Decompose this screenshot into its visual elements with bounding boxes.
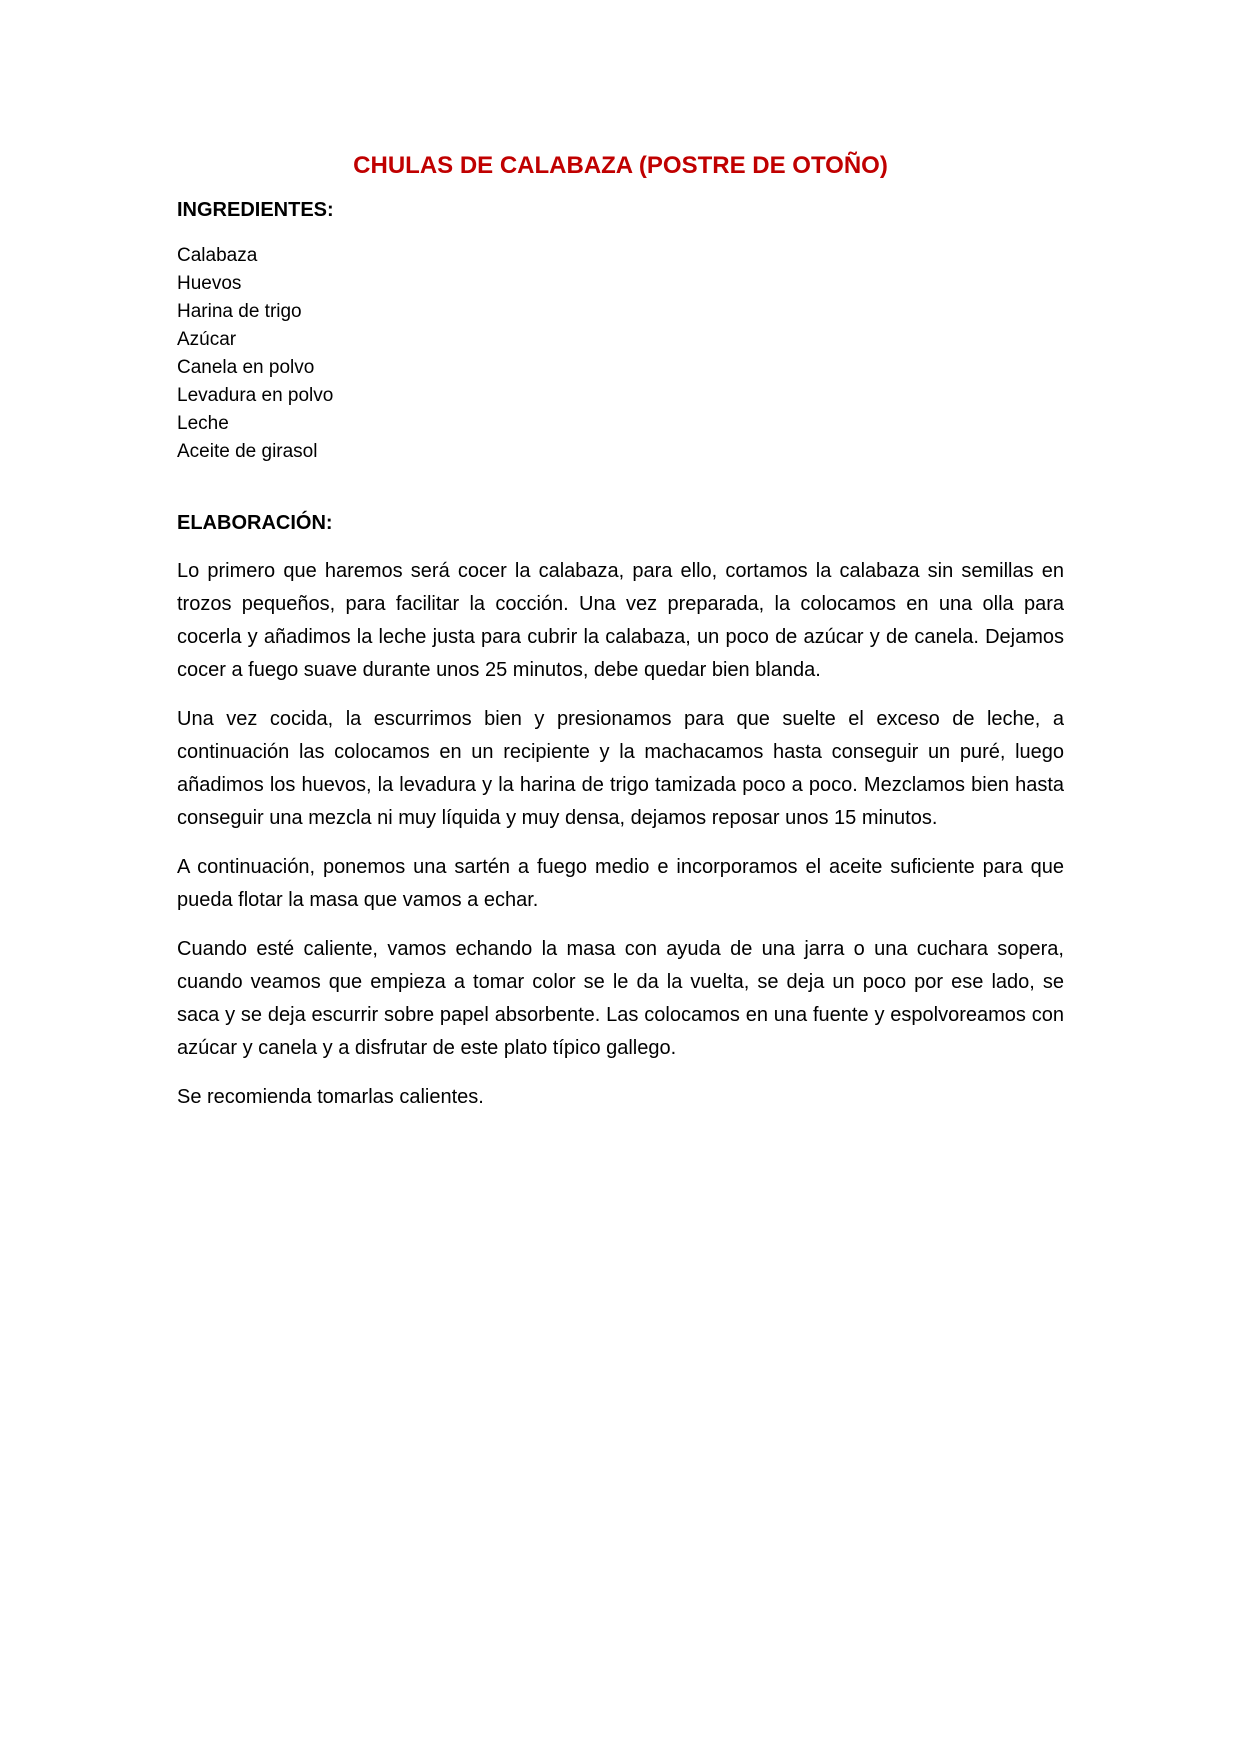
elaboration-heading: ELABORACIÓN:	[177, 512, 333, 534]
ingredient-item: Calabaza	[177, 245, 258, 266]
ingredient-item: Levadura en polvo	[177, 385, 334, 406]
elaboration-paragraph: Lo primero que haremos será cocer la calabaza, para ello, cortamos la calabaza sin semillas en trozos pequeños, para facilitar la cocción. Una vez preparada, la colocamos en una olla para cocerla y añadimos la leche justa para cubrir la calabaza, un poco de azúcar y de canela. Dejamos cocer a fuego suave durante unos 25 minutos, debe quedar bien blanda.	[177, 560, 1064, 681]
elaboration-paragraph: Cuando esté caliente, vamos echando la masa con ayuda de una jarra o una cuchara sopera, cuando veamos que empieza a tomar color se le da la vuelta, se deja un poco por ese lado, se saca y se deja escurrir sobre papel absorbente. Las colocamos en una fuente y espolvoreamos con azúcar y canela y a disfrutar de este plato típico gallego.	[177, 938, 1064, 1059]
elaboration-paragraph: A continuación, ponemos una sartén a fuego medio e incorporamos el aceite suficiente para que pueda flotar la masa que vamos a echar.	[177, 856, 1064, 911]
ingredient-item: Aceite de girasol	[177, 441, 318, 462]
ingredient-item: Canela en polvo	[177, 357, 315, 378]
recipe-title: CHULAS DE CALABAZA (POSTRE DE OTOÑO)	[353, 152, 888, 179]
ingredient-item: Huevos	[177, 273, 242, 294]
elaboration-paragraph: Se recomienda tomarlas calientes.	[177, 1086, 484, 1108]
ingredient-item: Azúcar	[177, 329, 237, 350]
ingredient-list	[177, 242, 1064, 466]
ingredient-item: Leche	[177, 413, 229, 434]
document-content	[177, 146, 1064, 1114]
ingredients-heading: INGREDIENTES:	[177, 199, 334, 221]
elaboration-paragraph: Una vez cocida, la escurrimos bien y presionamos para que suelte el exceso de leche, a continuación las colocamos en un recipiente y la machacamos hasta conseguir un puré, luego añadimos los huevos, la levadura y la harina de trigo tamizada poco a poco. Mezclamos bien hasta conseguir una mezcla ni muy líquida y muy densa, dejamos reposar unos 15 minutos.	[177, 708, 1064, 829]
ingredient-item: Harina de trigo	[177, 301, 302, 322]
